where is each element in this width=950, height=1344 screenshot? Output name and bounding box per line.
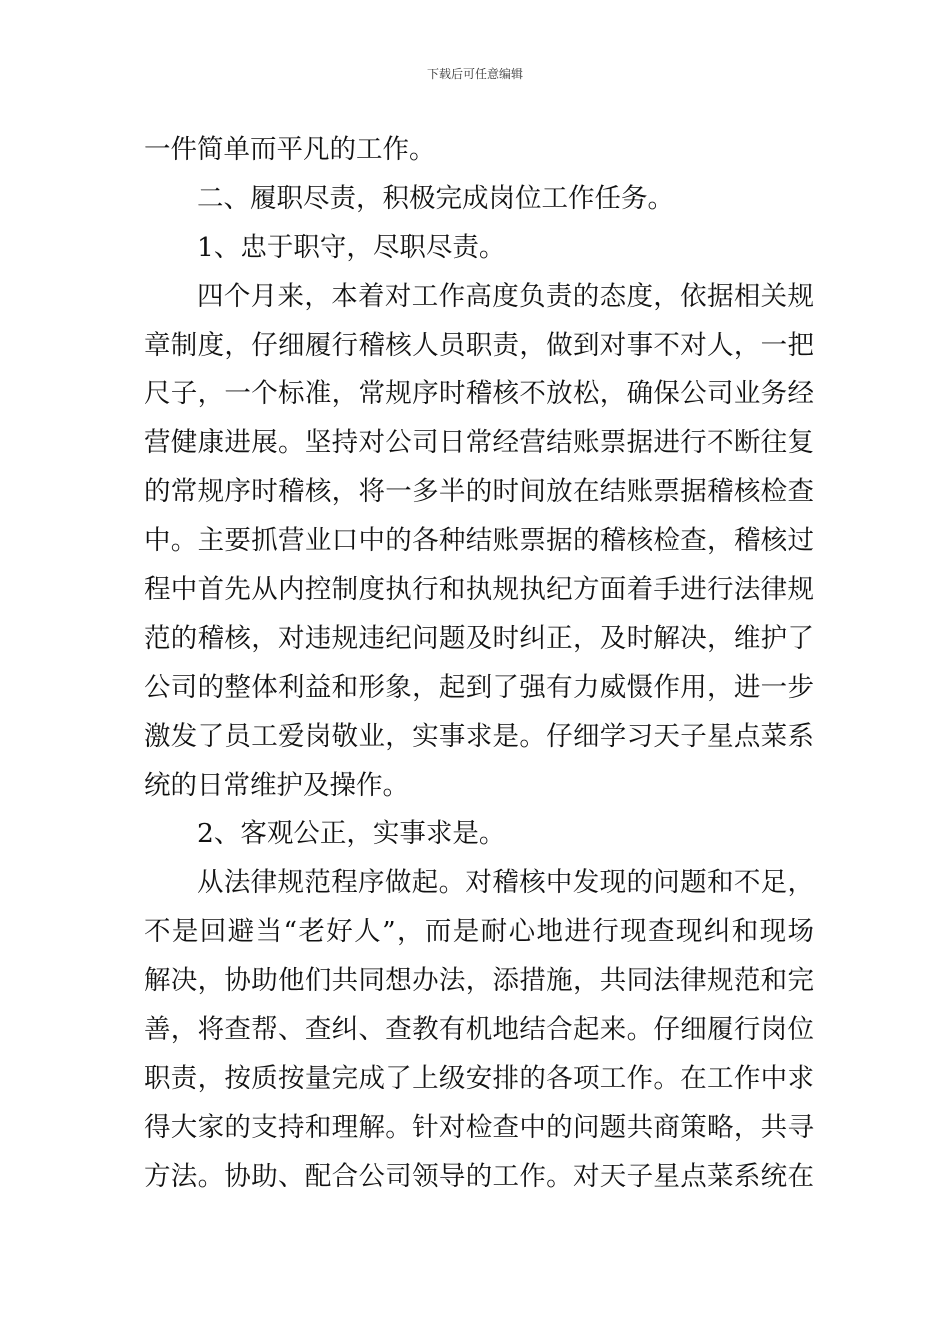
text-line: 2、客观公正，实事求是。 — [197, 818, 506, 850]
text-line: 中。主要抓营业口中的各种结账票据的稽核检查，稽核过 — [144, 525, 814, 557]
text-line: 范的稽核，对违规违纪问题及时纠正，及时解决，维护了 — [144, 622, 814, 654]
text-line: 善，将查帮、查纠、查教有机地结合起来。仔细履行岗位 — [144, 1014, 814, 1046]
text-line: 职责，按质按量完成了上级安排的各项工作。在工作中求 — [144, 1062, 814, 1094]
text-line: 激发了员工爱岗敬业，实事求是。仔细学习天子星点菜系 — [144, 720, 814, 752]
text-line: 不是回避当“老好人”，而是耐心地进行现查现纠和现场 — [144, 916, 814, 948]
text-line: 四个月来，本着对工作高度负责的态度，依据相关规 — [197, 280, 814, 312]
text-line: 统的日常维护及操作。 — [144, 769, 409, 801]
text-line: 一件简单而平凡的工作。 — [144, 134, 436, 165]
text-line: 得大家的支持和理解。针对检查中的问题共商策略，共寻 — [144, 1111, 814, 1143]
text-line: 营健康进展。坚持对公司日常经营结账票据进行不断往复 — [144, 427, 814, 459]
page-header: 下载后可任意编辑 — [426, 67, 523, 81]
document-body — [144, 126, 814, 1202]
text-line: 公司的整体利益和形象，起到了强有力威慑作用，进一步 — [144, 671, 814, 703]
text-line: 的常规序时稽核，将一多半的时间放在结账票据稽核检查 — [144, 476, 814, 508]
text-line: 章制度，仔细履行稽核人员职责，做到对事不对人，一把 — [144, 329, 814, 361]
text-line: 解决，协助他们共同想办法，添措施，共同法律规范和完 — [144, 965, 814, 997]
text-line: 程中首先从内控制度执行和执规执纪方面着手进行法律规 — [144, 574, 814, 606]
text-line: 从法律规范程序做起。对稽核中发现的问题和不足， — [197, 867, 814, 899]
text-line: 1、忠于职守，尽职尽责。 — [197, 231, 506, 263]
text-line: 方法。协助、配合公司领导的工作。对天子星点菜系统在 — [144, 1160, 814, 1192]
text-line: 尺子，一个标准，常规序时稽核不放松，确保公司业务经 — [144, 378, 814, 410]
text-line: 二、履职尽责，积极完成岗位工作任务。 — [197, 182, 674, 214]
